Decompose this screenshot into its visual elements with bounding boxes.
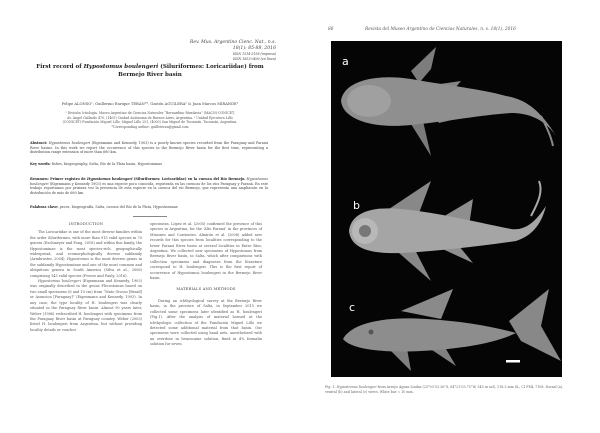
page-number: 86 — [328, 27, 334, 32]
journal-name: Rev. Mus. Argentino Cienc. Nat., n.s. — [189, 40, 276, 45]
introduction-continued: specimens. López et al. (2005) confirmed the presence of this species in Argentina, for the ‘Alto Paraná’ in the provinces of Misiones and Corrientes. Almirón et al. (2008) added new records for this species from localities corresponding to the lower Paraná River basin at several localities in Entre Ríos, Argentina. We collected new specimens of Hypostomus from Bermejo River basin, in Salta, which after comparisons with collection specimens and diagnoses from the literature correspond to H. boulengeri. This is the first report of occurrence of Hypostomus boulengeri in the Bermejo River basin. — [150, 222, 262, 281]
palabras-clave — [30, 205, 268, 210]
column-2 — [150, 222, 262, 348]
introduction-heading: INTRODUCTION — [68, 222, 104, 226]
issn-online: ISSN 1853-0400 (en línea) — [232, 56, 276, 61]
intro-p2-text: (Eigenmann and Kennedy, 1903) was originally described in the genus Plecostomus based on two small specimens (6 and 10 cm) from “Mato Grosso [Brazil] or Asuncion [Paraguay]” (Eigenmann and Kennedy, 1903). In any case, the type locality of H. boulengeri was clearly situated in the Paraguay River basin. Almost 90 years later, Weber (1986) redescribed H. boulengeri with specimens from the Paraguay River basin at Paraguay country. Weber (2003) listed H. boulengeri from Argentina, but without providing locality details or voucher — [30, 279, 142, 332]
panel-label-c: c — [349, 301, 356, 314]
resumen-label: Resumen: Primer registro de — [30, 177, 88, 181]
figure-1 — [331, 41, 562, 377]
fish-ventral-view — [349, 181, 546, 281]
keywords — [30, 162, 268, 167]
resumen-text: (Eigenmann y Kennedy 1903) es una especie poco conocida, registrada en las cuencas de los ríos Paraguay y Paraná. En este trabajo reportamos por primera vez la presencia de esta especie en la cuenca del río Bermejo, que representa una ampliación en la distribución de más de 680 km. — [30, 181, 268, 196]
fish-lateral-view — [343, 289, 561, 371]
abstract — [30, 141, 268, 155]
intro-p2-species: Hypostomus boulengeri — [38, 279, 81, 284]
resumen-label-species: Hypostomus boulengeri — [87, 177, 133, 181]
section-divider — [133, 216, 167, 217]
title-text: First record of — [36, 64, 84, 70]
issn-print: ISSN 1514-5158 (impresa) — [232, 52, 276, 56]
resumen — [30, 177, 268, 196]
panel-label-b: b — [353, 199, 360, 212]
palabras-label: Palabras clave: — [30, 205, 59, 209]
running-title: Revista del Museo Argentino de Ciencias Naturales, n. s. 18(1), 2016 — [365, 27, 516, 32]
authors: Felipe ALONSO¹, Guillermo Enrique TERÁN²*, Gastón AGUILERA² & Juan Marcos MIRANDE² — [61, 102, 239, 106]
right-page — [300, 0, 600, 433]
intro-p1-genus: Hypostomus — [67, 257, 90, 262]
corresponding-author: *Corresponding author: guilleteran@gmail.com — [111, 124, 189, 129]
palabras-text: peces, biogeografía, Salta, cuenca del Río de la Plata, Hypostominae — [58, 205, 178, 209]
title-species: Hypostomus boulengeri — [83, 64, 159, 70]
intro-p1-text: The Loricariidae is one of the most diverse families within the order Siluriformes, with more than 915 valid species in 70 genera (Eschmeyer and Fong, 2016) and within this family, the Hypostominae is the most species-rich, geographically widespread, and ecomorphologically diverse subfamily (Armbruster, 2004). — [30, 230, 142, 262]
caption-label: Fig. 1. — [325, 385, 337, 389]
caption-species: Hypostomus boulengeri — [336, 385, 377, 389]
affiliation-line: Av. Ángel Gallardo 470, (1405) Ciudad Autónoma de Buenos Aires, Argentina. ² Unidad Ejecutora Lillo — [67, 115, 233, 120]
affiliation-line: ¹ División Ictiología, Museo Argentino de Ciencias Naturales “Bernardino Rivadavia” (MACN)-CONICET, — [65, 111, 235, 115]
methods-heading: MATERIALS AND METHODS — [176, 287, 236, 292]
figure-caption — [325, 385, 570, 394]
affiliation-line: (CONICET)-Fundación Miguel Lillo, Miguel Lillo 251, (4000) San Miguel de Tucumán, Tucumán, Argentina. — [62, 120, 238, 125]
journal-citation — [190, 40, 276, 61]
journal-volume: 18(1): 85-88, 2016 — [232, 46, 276, 51]
keywords-text: fishes, biogeography, Salta, Río de la Plata basin, Hypostominae — [50, 162, 163, 166]
title-text-rest: (Siluriformes: Loricariidae) from Bermejo River basin — [118, 64, 264, 78]
article-title — [30, 64, 270, 79]
abstract-species: Hypostomus boulengeri — [48, 141, 91, 145]
introduction-paragraph-1 — [30, 230, 142, 279]
panel-label-a: a — [342, 55, 349, 68]
resumen-species: Hypostomus boulengeri — [30, 177, 269, 186]
keywords-label: Key words: — [30, 162, 51, 166]
column-1 — [30, 222, 142, 333]
resumen-label-rest: (Siluriformes: Loricariidae) en la cuenca del Río Bermejo. — [132, 177, 246, 181]
introduction-paragraph-2 — [30, 279, 142, 333]
abstract-label: Abstract: — [30, 141, 48, 145]
intro-p1-rest: is the most diverse genus in the subfamily Hypostominae and one of the most common and ubiquitous genera in South America (Silva et al., 2006) comprising 143 valid species (Froese and Pauly, 2016). — [30, 257, 142, 278]
scale-bar — [506, 360, 520, 363]
methods-paragraph: During an ichthyological survey at the Bermejo River basin, in the province of Salta, in September 2015 we collected some specimens later identified as H. boulengeri (Fig.1). After the analysis of material housed at the ichthyologic collection of the Fundación Miguel Lillo we detected some additional material from that basin. Our specimens were collected using hand nets, anesthetized with an overdose in benzocaine solution, fixed in 4% formalin solution for seven — [150, 298, 262, 347]
caption-text: from Arroyo Aguas Lindas (23°03’53.36”S, 64°21’03.75”W, 345 m asl), 118.3 mm SL, CI FML 7108. Dorsal (a), ventral (b) and lateral (c) views. White bar = 10 mm. — [325, 385, 564, 394]
abstract-text: (Eigenmann and Kennedy, 1903) is a poorly known species recorded from the Paraguay and Paraná River basins. In this work we report the occurrence of this species in the Bermejo River basin for the first time, representing a distribution range extension of more than 680 km. — [30, 141, 269, 155]
affiliations — [24, 111, 276, 129]
fish-photographs — [331, 41, 562, 377]
fish-dorsal-view — [341, 47, 556, 156]
